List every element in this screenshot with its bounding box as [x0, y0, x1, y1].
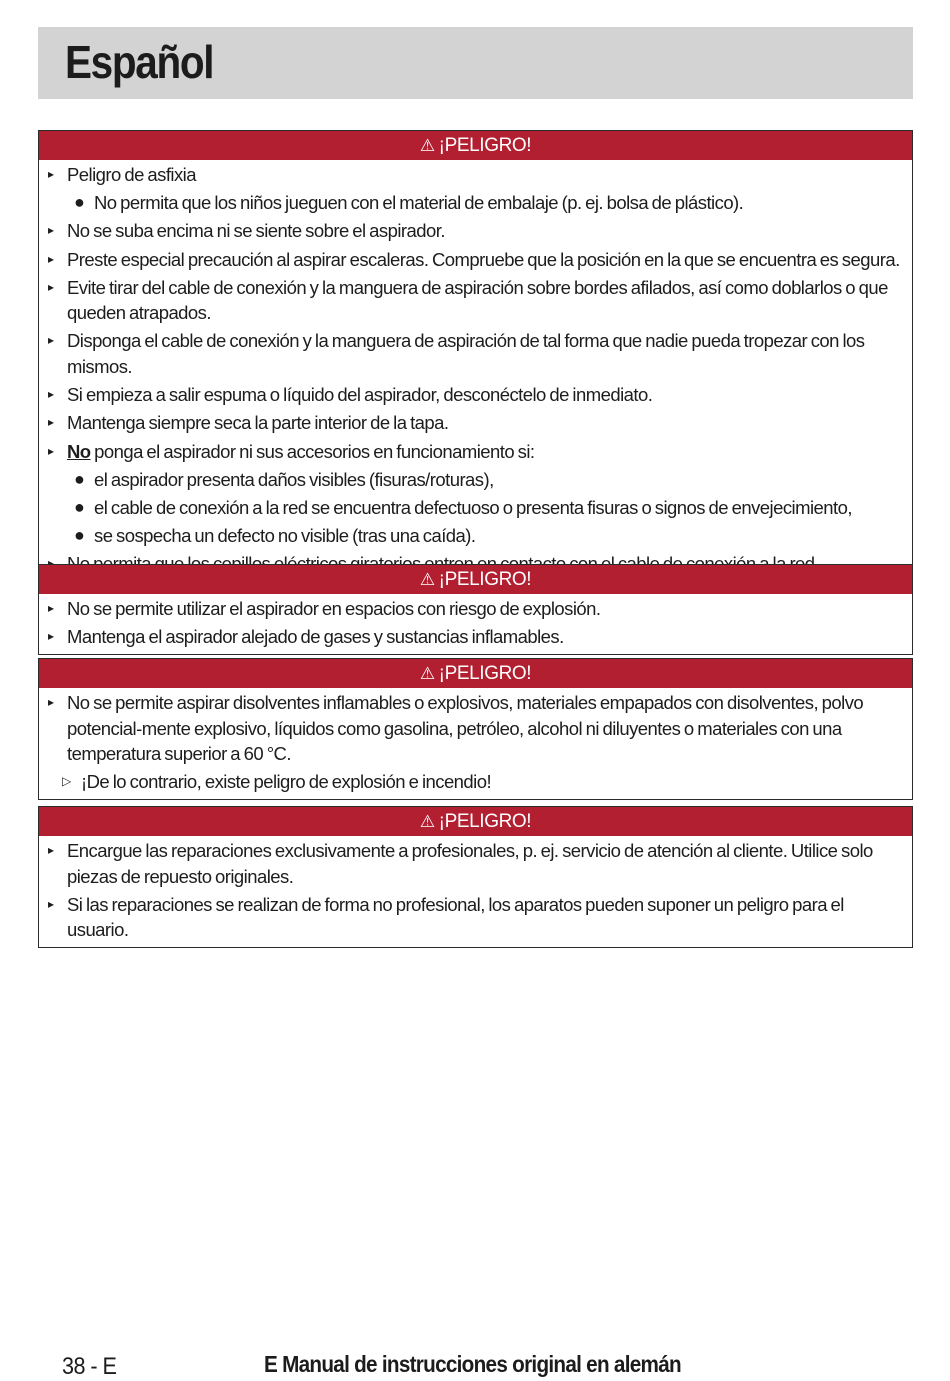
list-item — [47, 495, 902, 521]
list-item — [47, 410, 902, 436]
list-item-text: Peligro de asfixia — [67, 164, 196, 185]
triangle-right-icon: ▸ — [48, 695, 54, 709]
list-item-text: No se permite utilizar el aspirador en espacios con riesgo de explosión. — [67, 598, 601, 619]
list-item-text: No permita que los niños jueguen con el material de embalaje (p. ej. bolsa de plástico). — [94, 192, 744, 214]
danger-box — [38, 806, 913, 948]
list-item-text: No se permite aspirar disolventes inflamables o explosivos, materiales empapados con disolventes, polvo potencial-mente explosivo, líquidos como gasolina, petróleo, alcohol ni diluyentes o materiales con una temperatura superior a 60 °C. — [67, 692, 864, 764]
list-item-text: Mantenga el aspirador alejado de gases y sustancias inflamables. — [67, 626, 564, 648]
outline-triangle-right-icon: ▷ — [62, 774, 71, 789]
list-item-text: Si empieza a salir espuma o líquido del aspirador, desconéctelo de inmediato. — [67, 384, 653, 406]
list-item-text: el aspirador presenta daños visibles (fisuras/roturas), — [94, 468, 494, 490]
triangle-right-icon: ▸ — [48, 415, 54, 430]
list-item — [47, 218, 902, 244]
danger-heading-text: ¡PELIGRO! — [438, 135, 532, 156]
triangle-right-icon: ▸ — [48, 279, 54, 294]
triangle-right-icon: ▸ — [48, 843, 54, 857]
list-item-text: No se suba encima ni se siente sobre el aspirador. — [67, 220, 445, 242]
list-item — [47, 162, 902, 188]
list-item-text: Encargue las reparaciones exclusivamente a profesionales, p. ej. servicio de atención al cliente. Utilice solo piezas de repuesto originales. — [67, 840, 873, 887]
section-header — [38, 27, 913, 99]
triangle-right-icon: ▸ — [48, 601, 54, 615]
warning-triangle-icon: ⚠ — [419, 812, 435, 831]
triangle-right-icon: ▸ — [48, 251, 54, 266]
page-title: Español — [65, 36, 214, 88]
list-item-text: ponga el aspirador ni sus accesorios en funcionamiento si: — [90, 440, 535, 462]
list-item — [47, 769, 902, 795]
triangle-right-icon: ▸ — [48, 387, 54, 402]
danger-heading-text: ¡PELIGRO! — [438, 569, 532, 590]
danger-box — [38, 658, 913, 800]
list-item — [47, 596, 902, 622]
manual-title: E Manual de instrucciones original en alemán — [264, 1351, 681, 1377]
danger-heading — [39, 565, 912, 594]
filled-circle-icon: ● — [74, 496, 85, 517]
danger-heading-text: ¡PELIGRO! — [438, 811, 532, 832]
page-number: 38 - E — [62, 1353, 117, 1380]
triangle-right-icon: ▸ — [48, 443, 54, 458]
list-item — [47, 328, 902, 379]
list-item — [47, 467, 902, 493]
list-item-text: Preste especial precaución al aspirar escaleras. Compruebe que la posición en la que se encuentra es segura. — [67, 248, 900, 270]
triangle-right-icon: ▸ — [48, 333, 54, 348]
list-item-text: ¡De lo contrario, existe peligro de explosión e incendio! — [81, 771, 492, 793]
danger-heading — [39, 807, 912, 836]
triangle-right-icon: ▸ — [48, 223, 54, 238]
list-item — [47, 247, 902, 273]
triangle-right-icon: ▸ — [48, 896, 54, 911]
list-item — [47, 523, 902, 549]
danger-box — [38, 130, 913, 582]
list-item — [47, 439, 902, 465]
list-item-text: Mantenga siempre seca la parte interior de la tapa. — [67, 412, 449, 434]
warning-triangle-icon: ⚠ — [419, 570, 435, 589]
list-item — [47, 275, 902, 326]
list-item-text: se sospecha un defecto no visible (tras una caída). — [94, 525, 476, 547]
warning-triangle-icon: ⚠ — [419, 136, 435, 155]
list-item — [47, 892, 902, 943]
filled-circle-icon: ● — [74, 525, 85, 546]
list-item — [47, 190, 902, 216]
warning-triangle-icon: ⚠ — [419, 664, 435, 683]
list-item — [47, 382, 902, 408]
triangle-right-icon: ▸ — [48, 629, 54, 644]
filled-circle-icon: ● — [74, 192, 85, 213]
list-item-text: el cable de conexión a la red se encuentra defectuoso o presenta fisuras o signos de envejecimiento, — [94, 496, 852, 518]
list-item-text: Si las reparaciones se realizan de forma no profesional, los aparatos pueden suponer un peligro para el usuario. — [67, 893, 844, 941]
emphasis-text: No — [67, 440, 91, 462]
list-item — [47, 690, 902, 767]
danger-heading-text: ¡PELIGRO! — [438, 663, 532, 684]
filled-circle-icon: ● — [74, 468, 85, 489]
list-item — [47, 624, 902, 650]
list-item — [47, 838, 902, 889]
list-item-text: Disponga el cable de conexión y la manguera de aspiración de tal forma que nadie pueda tropezar con los mismos. — [67, 330, 865, 377]
list-item-text: Evite tirar del cable de conexión y la manguera de aspiración sobre bordes afilados, así como doblarlos o que queden atrapados. — [67, 276, 888, 324]
danger-heading — [39, 131, 912, 160]
danger-box — [38, 564, 913, 655]
triangle-right-icon: ▸ — [48, 167, 54, 181]
danger-heading — [39, 659, 912, 688]
